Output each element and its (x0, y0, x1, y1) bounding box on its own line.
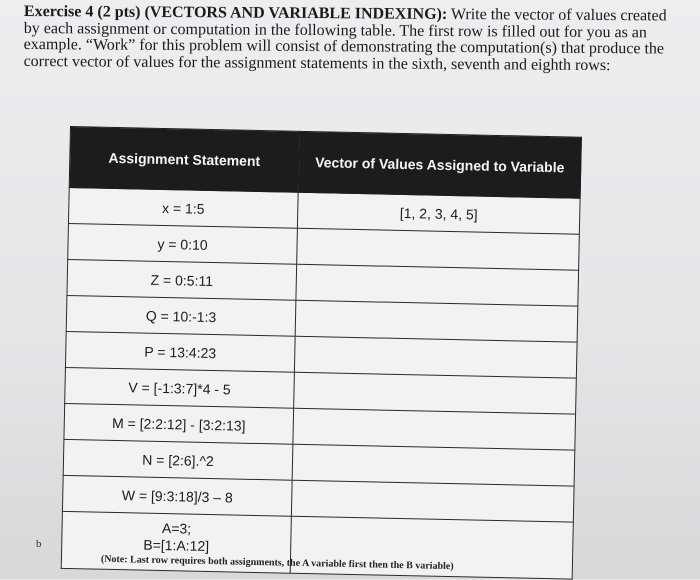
assignment-table-container (61, 126, 584, 579)
value-cell (292, 444, 575, 486)
statement-line-a: A=3; (161, 520, 192, 537)
value-cell (294, 372, 577, 414)
value-cell: [1, 2, 3, 4, 5] (297, 192, 580, 234)
value-cell (291, 480, 574, 522)
exercise-heading (24, 4, 674, 75)
statement-line-b: B=[1:A:12] (143, 536, 210, 555)
header-assignment-statement: Assignment Statement (69, 127, 299, 193)
value-cell (293, 408, 576, 450)
assignment-table (61, 126, 582, 580)
statement-cell: N = [2:6].^2 (63, 439, 293, 480)
table-header-row (69, 127, 581, 199)
margin-mark: b (36, 538, 42, 550)
statement-cell: Q = 10:-1:3 (66, 295, 296, 336)
statement-cell: Z = 0:5:11 (67, 259, 297, 300)
value-cell (296, 264, 579, 306)
statement-cell: W = [9:3:18]/3 – 8 (62, 475, 292, 516)
exercise-title: Exercise 4 (2 pts) (VECTORS AND VARIABLE INDEXING): (23, 3, 448, 23)
table-note: (Note: Last row requires both assignments, the A variable first then the B variable) (100, 553, 454, 573)
statement-cell: M = [2:2:12] - [3:2:13] (64, 403, 294, 444)
statement-cell: P = 13:4:23 (65, 331, 295, 372)
value-cell (297, 228, 580, 270)
value-cell (294, 336, 577, 378)
statement-cell: y = 0:10 (68, 223, 298, 264)
header-vector-values: Vector of Values Assigned to Variable (298, 131, 581, 198)
exercise-instructions: Write the vector of values created by each assignment or computation in the following table. The first row is filled out for you as an example. “Work” for this problem will consist of demonstrating the computation(s) that produce the correct vector of values for the assignment statements in the sixth, seventh and eighth rows: (23, 5, 667, 74)
statement-cell: V = [-1:3:7]*4 - 5 (65, 367, 295, 408)
value-cell (295, 300, 578, 342)
statement-cell: x = 1:5 (68, 187, 298, 228)
